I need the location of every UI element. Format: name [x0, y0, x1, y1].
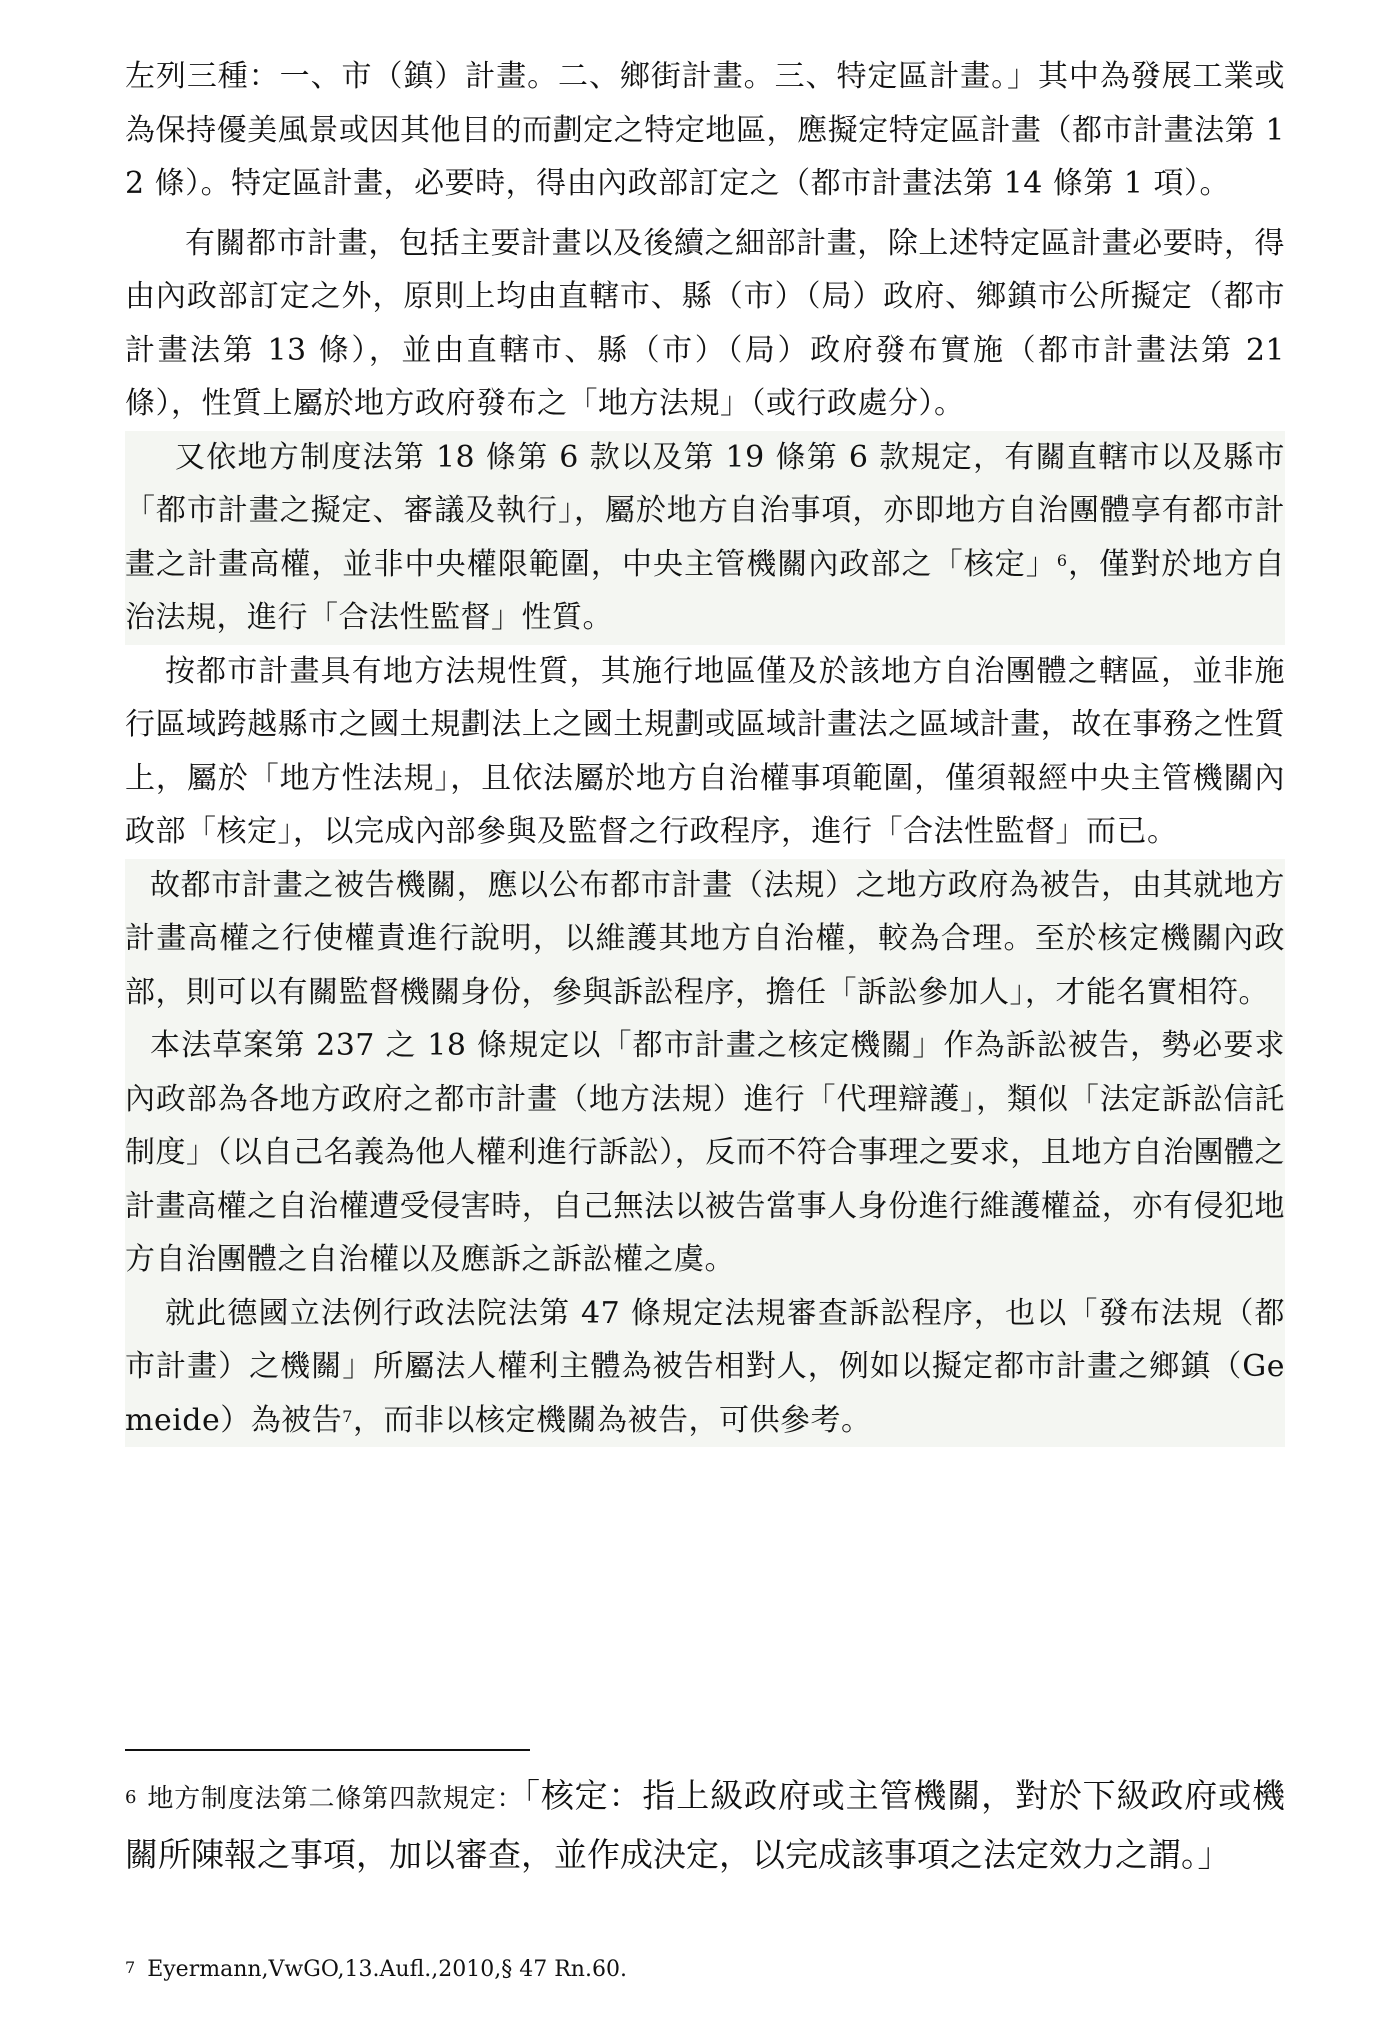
paragraph-3-tail: ，僅對於地方自治法規，進行「合法性監督」性質。 — [125, 546, 1285, 635]
paragraph-1: 左列三種：一、市（鎮）計畫。二、鄉街計畫。三、特定區計畫。」其中為發展工業或為保持優美風景或因其他目的而劃定之特定地區，應擬定特定區計畫（都市計畫法第 12 條）。特定區計畫，必要時，得由內政部訂定之（都市計畫法第 14 條第 1 項）。 — [125, 59, 1285, 201]
footnote-6 — [125, 1768, 1285, 1883]
paragraph-5: 故都市計畫之被告機關，應以公布都市計畫（法規）之地方政府為被告，由其就地方計畫高權之行使權責進行說明，以維護其地方自治權，較為合理。至於核定機關內政部，則可以有關監督機關身份，參與訴訟程序，擔任「訴訟參加人」，才能名實相符。 — [125, 859, 1285, 1020]
footnote-7 — [125, 1955, 1285, 1985]
paragraph-7-text: 就此德國立法例行政法院法第 47 條規定法規審查訴訟程序，也以「發布法規（都市計畫）之機關」所屬法人權利主體為被告相對人，例如以擬定都市計畫之鄉鎮（Gemeide）為被告 — [125, 1295, 1285, 1438]
paragraph-7 — [125, 1287, 1285, 1448]
footnote-separator — [125, 1749, 530, 1751]
footnote-6-lead: 地方制度法第二條第四款規定： — [146, 1784, 524, 1814]
footnote-ref-7[interactable]: 7 — [342, 1406, 353, 1426]
paragraph-4: 按都市計畫具有地方法規性質，其施行地區僅及於該地方自治團體之轄區，並非施行區域跨越縣市之國土規劃法上之國土規劃或區域計畫法之區域計畫，故在事務之性質上，屬於「地方性法規」，且依法屬於地方自治權事項範圍，僅須報經中央主管機關內政部「核定」，以完成內部參與及監督之行政程序，進行「合法性監督」而已。 — [125, 653, 1285, 849]
paragraph-6: 本法草案第 237 之 18 條規定以「都市計畫之核定機關」作為訴訟被告，勢必要求內政部為各地方政府之都市計畫（地方法規）進行「代理辯護」，類似「法定訴訟信託制度」（以自己名義為他人權利進行訴訟），反而不符合事理之要求，且地方自治團體之計畫高權之自治權遭受侵害時，自己無法以被告當事人身份進行維護權益，亦有侵犯地方自治團體之自治權以及應訴之訴訟權之虞。 — [125, 1019, 1285, 1287]
paragraph-7-tail: ，而非以核定機關為被告，可供參考。 — [352, 1402, 872, 1438]
footnote-7-number: 7 — [125, 1958, 136, 1977]
paragraph-2: 有關都市計畫，包括主要計畫以及後續之細部計畫，除上述特定區計畫必要時，得由內政部訂定之外，原則上均由直轄市、縣（市）（局）政府、鄉鎮市公所擬定（都市計畫法第 13 條），並由直轄市、縣（市）（局）政府發布實施（都市計畫法第 21 條），性質上屬於地方政府發布之「地方法規」（或行政處分）。 — [125, 225, 1285, 421]
body-text — [125, 50, 1285, 1447]
footnote-7-text: Eyermann,VwGO,13.Aufl.,2010,§ 47 Rn.60. — [147, 1957, 627, 1982]
footnote-6-text: 「核定：指上級政府或主管機關，對於下級政府或機關所陳報之事項，加以審查，並作成決定，以完成該事項之法定效力之謂。」 — [125, 1776, 1285, 1874]
paragraph-3-text: 又依地方制度法第 18 條第 6 款以及第 19 條第 6 款規定，有關直轄市以及縣市「都市計畫之擬定、審議及執行」，屬於地方自治事項，亦即地方自治團體享有都市計畫之計畫高權，並非中央權限範圍，中央主管機關內政部之「核定」 — [125, 439, 1285, 582]
footnote-ref-6[interactable]: 6 — [1056, 550, 1068, 570]
paragraph-3 — [125, 431, 1285, 645]
footnote-6-number: 6 — [125, 1787, 137, 1808]
